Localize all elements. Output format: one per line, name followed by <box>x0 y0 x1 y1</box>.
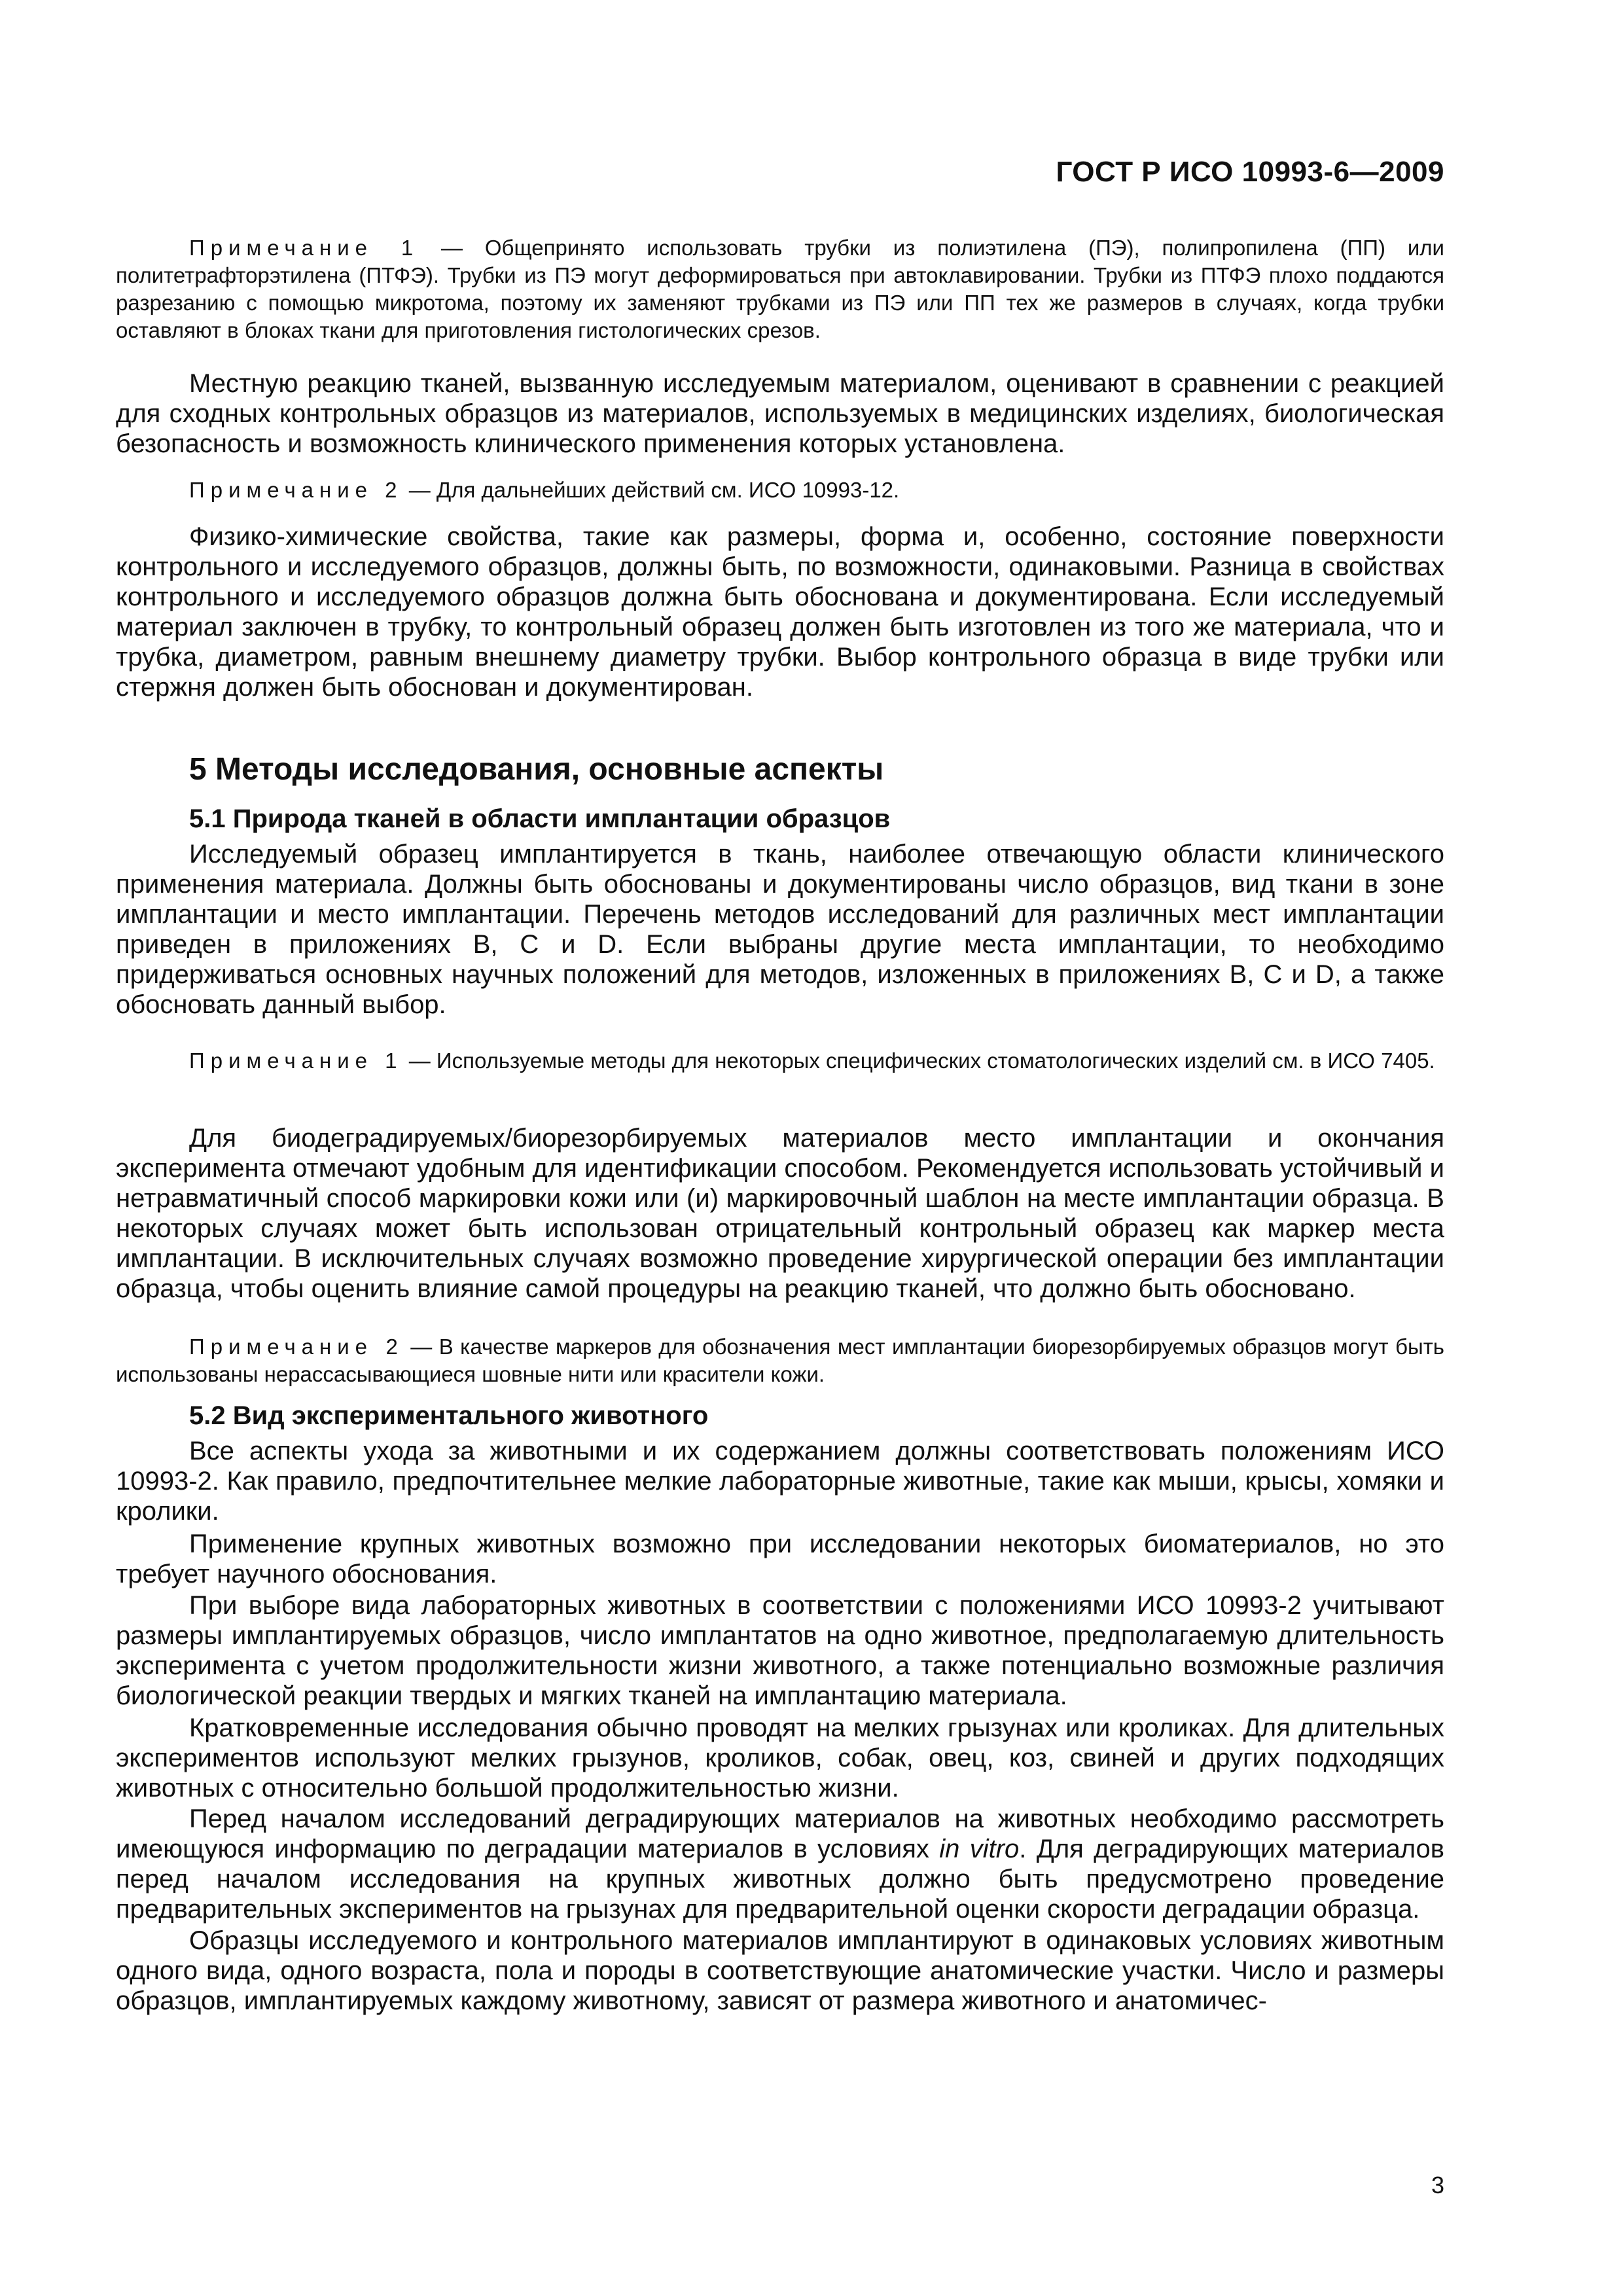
paragraph: Для биодеградируемых/биорезорбируемых материалов место имплантации и окончания эксперимента отмечают удобным для идентификации способом. Рекомендуется использовать устойчивый и нетравматичный способ маркировки кожи или (и) маркировочный шаблон на месте имплантации образца. В некоторых случаях может быть использован отрицательный контрольный образец как маркер места имплантации. В исключительных случаях возможно проведение хирургической операции без имплантации образца, чтобы оценить влияние самой процедуры на реакцию тканей, что должно быть обосновано. <box>116 1124 1444 1303</box>
paragraph: Перед началом исследований деградирующих материалов на животных необходимо рассмотреть имеющуюся информацию по деградации материалов в условиях in vitro. Для деградирующих материалов перед началом исследования на крупных животных должно быть предусмотрено проведение предварительных экспериментов на грызунах для предварительной оценки скорости деградации образца. <box>116 1804 1444 1924</box>
paragraph: Физико-химические свойства, такие как размеры, форма и, особенно, состояние поверхности контрольного и исследуемого образцов, должны быть, по возможности, одинаковыми. Разница в свойствах контрольного и исследуемого образцов должна быть обоснована и документирована. Если исследуемый материал заключен в трубку, то контрольный образец должен быть изготовлен из того же материала, что и трубка, диаметром, равным внешнему диаметру трубки. Выбор контрольного образца в виде трубки или стержня должен быть обоснован и документирован. <box>116 522 1444 702</box>
section-heading-5: 5 Методы исследования, основные аспекты <box>189 752 884 787</box>
note-text: — Используемые методы для некоторых специфических стоматологических изделий см. в ИСО 7405. <box>402 1049 1435 1073</box>
note-4 <box>116 1333 1444 1388</box>
note-3 <box>116 1047 1444 1075</box>
page-number: 3 <box>1431 2172 1444 2198</box>
note-label: Примечание 1 <box>189 236 419 260</box>
standard-header: ГОСТ Р ИСО 10993-6—2009 <box>1056 156 1444 188</box>
note-2 <box>116 476 1444 504</box>
italic-term: in vitro <box>939 1835 1020 1863</box>
paragraph: Кратковременные исследования обычно проводят на мелких грызунах или кроликах. Для длительных экспериментов используют мелких грызунов, кроликов, собак, овец, коз, свиней и других подходящих животных с относительно большой продолжительностью жизни. <box>116 1713 1444 1803</box>
paragraph: При выборе вида лабораторных животных в соответствии с положениями ИСО 10993-2 учитывают размеры имплантируемых образцов, число имплантатов на одно животное, предполагаемую длительность эксперимента с учетом продолжительности жизни животного, а также потенциально возможные различия биологической реакции твердых и мягких тканей на имплантацию материала. <box>116 1591 1444 1710</box>
paragraph: Местную реакцию тканей, вызванную исследуемым материалом, оценивают в сравнении с реакцией для сходных контрольных образцов из материалов, используемых в медицинских изделиях, биологическая безопасность и возможность клинического применения которых установлена. <box>116 369 1444 458</box>
paragraph: Применение крупных животных возможно при исследовании некоторых биоматериалов, но это требует научного обоснования. <box>116 1530 1444 1588</box>
paragraph: Исследуемый образец имплантируется в ткань, наиболее отвечающую области клинического применения материала. Должны быть обоснованы и документированы число образцов, вид ткани в зоне имплантации и место имплантации. Перечень методов исследований для различных мест имплантации приведен в приложениях В, С и D. Если выбраны другие места имплантации, то необходимо придерживаться основных научных положений для методов, изложенных в приложениях В, С и D, а также обосновать данный выбор. <box>116 840 1444 1019</box>
note-label: Примечание 2 <box>189 1335 404 1359</box>
section-heading-5-2: 5.2 Вид экспериментального животного <box>189 1401 709 1430</box>
note-1 <box>116 234 1444 344</box>
section-heading-5-1: 5.1 Природа тканей в области имплантации образцов <box>189 804 891 833</box>
paragraph: Образцы исследуемого и контрольного материалов имплантируют в одинаковых условиях животным одного вида, одного возраста, пола и породы в соответствующие анатомические участки. Число и размеры образцов, имплантируемых каждому животному, зависят от размера животного и анатомичес- <box>116 1926 1444 2015</box>
note-text: — Для дальнейших действий см. ИСО 10993-12. <box>402 478 900 502</box>
note-text: — Общепринято использовать трубки из полиэтилена (ПЭ), полипропилена (ПП) или политетрафторэтилена (ПТФЭ). Трубки из ПЭ могут деформироваться при автоклавировании. Трубки из ПТФЭ плохо поддаются разрезанию с помощью микротома, поэтому их заменяют трубками из ПЭ или ПП тех же размеров в случаях, когда трубки оставляют в блоках ткани для приготовления гистологических срезов. <box>116 236 1444 342</box>
paragraph: Все аспекты ухода за животными и их содержанием должны соответствовать положениям ИСО 10993-2. Как правило, предпочтительнее мелкие лабораторные животные, такие как мыши, крысы, хомяки и кролики. <box>116 1437 1444 1526</box>
note-label: Примечание 1 <box>189 1049 403 1073</box>
note-label: Примечание 2 <box>189 478 403 502</box>
note-text: — В качестве маркеров для обозначения мест имплантации биорезорбируемых образцов могут быть использованы нерассасывающиеся шовные нити или красители кожи. <box>116 1335 1444 1386</box>
